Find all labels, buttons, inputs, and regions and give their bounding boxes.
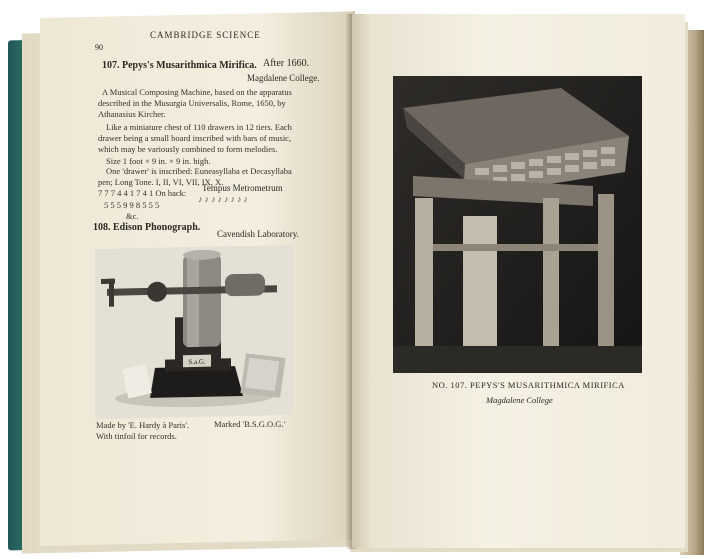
phonograph-illustration (95, 245, 293, 419)
entry-107-line: 5 5 5 9 9 8 5 5 5 (104, 200, 160, 210)
entry-107-line: One 'drawer' is inscribed: Euneasyllaba et Decasyllaba (106, 166, 292, 176)
entry-107-heading: 107. Pepys's Musarithmica Mirifica. (102, 60, 257, 71)
phonograph-caption-tinfoil: With tinfoil for records. (96, 431, 177, 441)
entry-108-location: Cavendish Laboratory. (217, 229, 299, 239)
entry-107-line: described in the Musurgia Universalis, Rome, 1650, by (98, 98, 286, 108)
right-plate-subcaption: Magdalene College (486, 395, 553, 405)
maker-plate-text: S.a.G. (188, 357, 206, 367)
entry-107-line: Athanasius Kircher. (98, 109, 166, 119)
phonograph-caption-maker: Made by 'E. Hardy à Paris'. (96, 420, 189, 430)
entry-107-etc: &c. (126, 211, 139, 221)
entry-107-line: 7 7 7 4 4 1 7 4 1 On back: (98, 188, 187, 198)
entry-107-tempus: Tempus Metrometrum (202, 183, 283, 193)
right-plate-caption: NO. 107. PEPYS'S MUSARITHMICA MIRIFICA (432, 380, 625, 390)
entry-107-date: After 1660. (263, 58, 310, 69)
page-number: 90 (95, 43, 103, 52)
entry-107-line: pen; Long Tone. I, II, VI, VII, IX, X. (98, 177, 224, 187)
entry-107-location: Magdalene College. (247, 73, 320, 83)
edison-phonograph-photo (95, 245, 293, 419)
musarithmica-illustration (393, 76, 642, 373)
running-head: CAMBRIDGE SCIENCE (150, 30, 261, 40)
entry-107-line: drawer being a small board inscribed with bars of music, (98, 133, 292, 143)
entry-107-line: which may be variously combined to form melodies. (98, 144, 278, 154)
music-notes-glyphs: ♪♪♪♪♪♪♪♪ (198, 194, 250, 204)
entry-107-line: Size 1 foot × 9 in. × 9 in. high. (106, 156, 211, 166)
entry-107-line: A Musical Composing Machine, based on the apparatus (102, 87, 292, 97)
entry-108-heading: 108. Edison Phonograph. (93, 222, 201, 233)
phonograph-caption-marked: Marked 'B.S.G.O.G.' (214, 419, 286, 429)
musarithmica-photo (393, 76, 642, 373)
entry-107-line: Like a miniature chest of 110 drawers in 12 tiers. Each (106, 122, 292, 132)
